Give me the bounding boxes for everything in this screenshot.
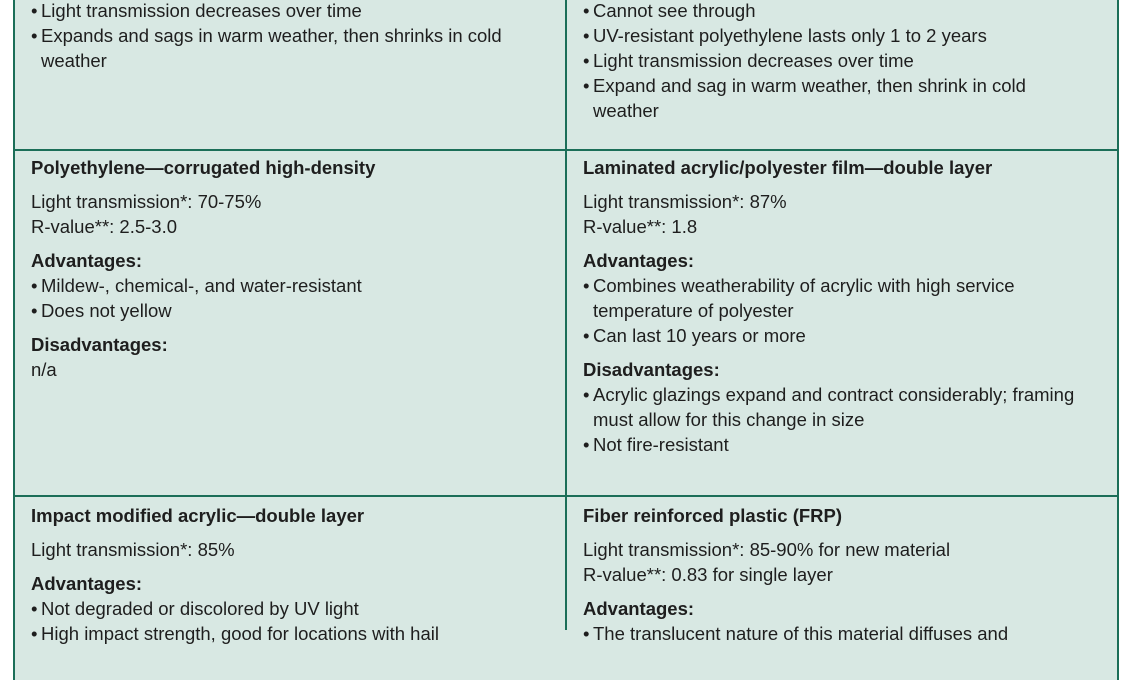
cell-top-right [583,0,1083,123]
r-value: R-value**: 1.8 [583,216,698,237]
list-item: • The translucent nature of this material diffuses and [583,621,1083,646]
cell-impact-acrylic [31,503,531,646]
disadvantages-list [583,0,1083,123]
light-transmission: Light transmission*: 70-75% [31,191,262,212]
column-divider [565,0,567,630]
list-item: • Light transmission decreases over time [31,0,531,23]
advantages-heading: Advantages: [31,573,143,594]
list-item: • Mildew-, chemical-, and water-resistant [31,273,531,298]
list-item: • Can last 10 years or more [583,323,1083,348]
row-divider-2 [13,495,1119,497]
advantages-list [31,273,531,323]
row-divider-1 [13,149,1119,151]
list-item: • High impact strength, good for locations with hail [31,621,531,646]
light-transmission: Light transmission*: 85-90% for new material [583,539,951,560]
cell-polyethylene [31,155,531,382]
light-transmission: Light transmission*: 85% [31,539,235,560]
list-item: • Expand and sag in warm weather, then shrink in cold weather [583,73,1083,123]
advantages-list [583,621,1083,646]
list-item: • Combines weatherability of acrylic with high service temperature of polyester [583,273,1083,323]
disadvantages-text: n/a [31,359,57,380]
list-item: • Acrylic glazings expand and contract considerably; framing must allow for this change in size [583,382,1083,432]
list-item: • Does not yellow [31,298,531,323]
advantages-heading: Advantages: [31,250,143,271]
list-item: • Light transmission decreases over time [583,48,1083,73]
advantages-list [583,273,1083,348]
list-item: • Cannot see through [583,0,1083,23]
disadvantages-heading: Disadvantages: [31,334,168,355]
list-item: • Not degraded or discolored by UV light [31,596,531,621]
advantages-heading: Advantages: [583,598,695,619]
cell-laminated-acrylic [583,155,1083,457]
disadvantages-heading: Disadvantages: [583,359,720,380]
list-item: • UV-resistant polyethylene lasts only 1 to 2 years [583,23,1083,48]
r-value: R-value**: 0.83 for single layer [583,564,833,585]
r-value: R-value**: 2.5-3.0 [31,216,178,237]
list-item: • Expands and sags in warm weather, then shrinks in cold weather [31,23,531,73]
cell-top-left [31,0,531,73]
material-title: Impact modified acrylic—double layer [31,505,365,526]
material-title: Laminated acrylic/polyester film—double layer [583,157,993,178]
material-title: Fiber reinforced plastic (FRP) [583,505,843,526]
list-item: • Not fire-resistant [583,432,1083,457]
cell-frp [583,503,1083,646]
advantages-heading: Advantages: [583,250,695,271]
disadvantages-list [583,382,1083,457]
advantages-list [31,596,531,646]
material-title: Polyethylene—corrugated high-density [31,157,376,178]
disadvantages-list [31,0,531,73]
light-transmission: Light transmission*: 87% [583,191,787,212]
